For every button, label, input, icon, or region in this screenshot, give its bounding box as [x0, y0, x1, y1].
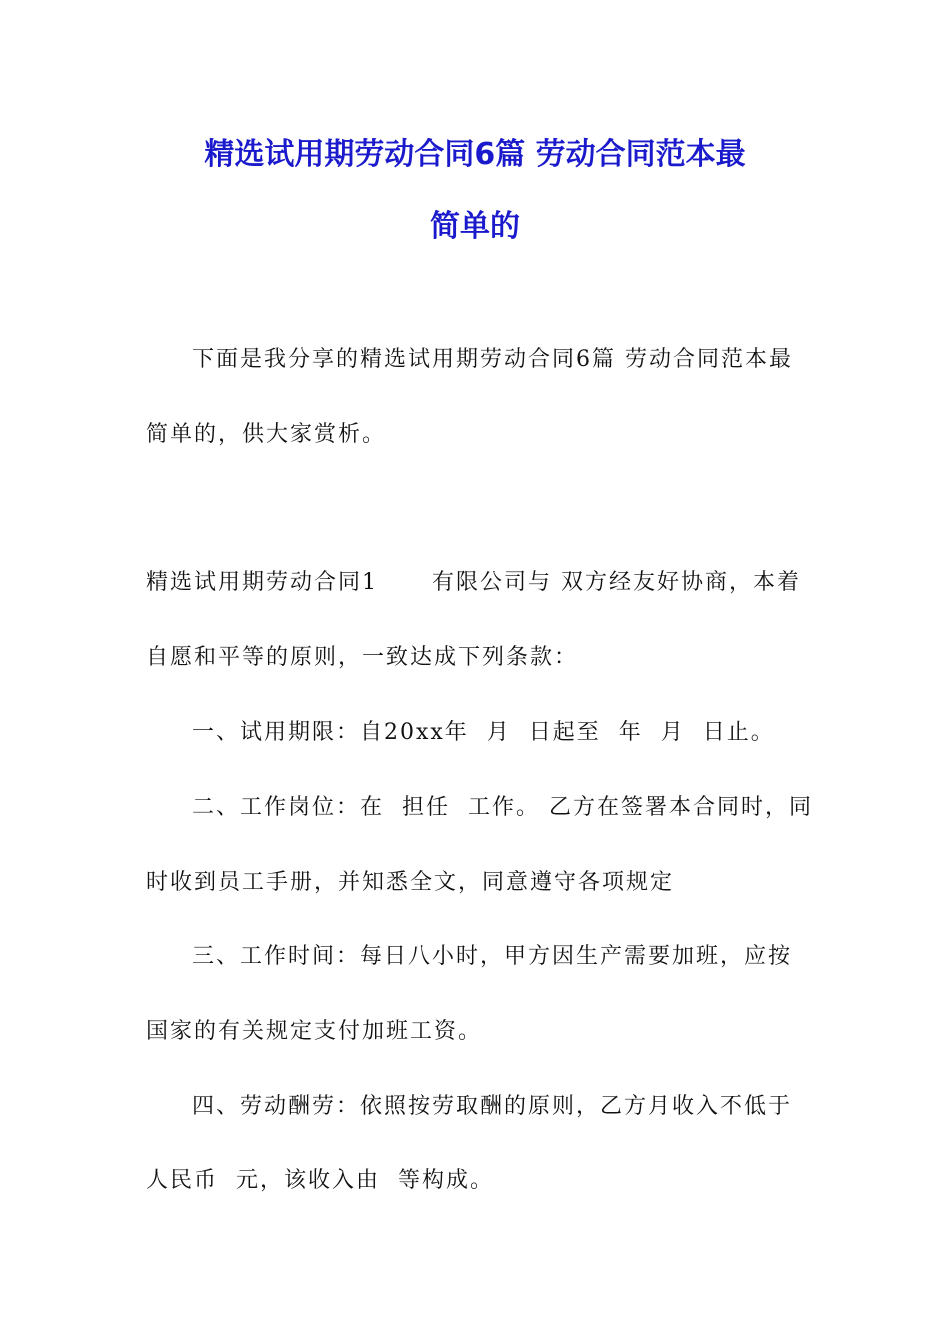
clause-3-line-2: 国家的有关规定支付加班工资。: [146, 1019, 483, 1044]
clause-3-line-1: 三、工作时间：每日八小时，甲方因生产需要加班，应按: [192, 944, 793, 969]
contract-heading-line-2: 自愿和平等的原则，一致达成下列条款：: [146, 645, 579, 670]
contract-heading-line: 精选试用期劳动合同1 有限公司与 双方经友好协商，本着: [146, 570, 801, 595]
document-title-line-2: 简单的: [430, 209, 520, 244]
clause-2-line-1: 二、工作岗位：在 担任 工作。 乙方在签署本合同时，同: [192, 795, 813, 820]
intro-line-1: 下面是我分享的精选试用期劳动合同6篇 劳动合同范本最: [192, 347, 793, 372]
clause-1-line: 一、试用期限：自20xx年 月 日起至 年 月 日止。: [192, 720, 775, 745]
intro-line-2: 简单的，供大家赏析。: [146, 422, 387, 447]
clause-4-line-2: 人民币 元，该收入由 等构成。: [146, 1168, 494, 1193]
clause-2-line-2: 时收到员工手册，并知悉全文，同意遵守各项规定: [146, 870, 675, 895]
document-title-line-1: 精选试用期劳动合同6篇 劳动合同范本最: [204, 137, 746, 172]
clause-4-line-1: 四、劳动酬劳：依照按劳取酬的原则，乙方月收入不低于: [192, 1094, 793, 1119]
